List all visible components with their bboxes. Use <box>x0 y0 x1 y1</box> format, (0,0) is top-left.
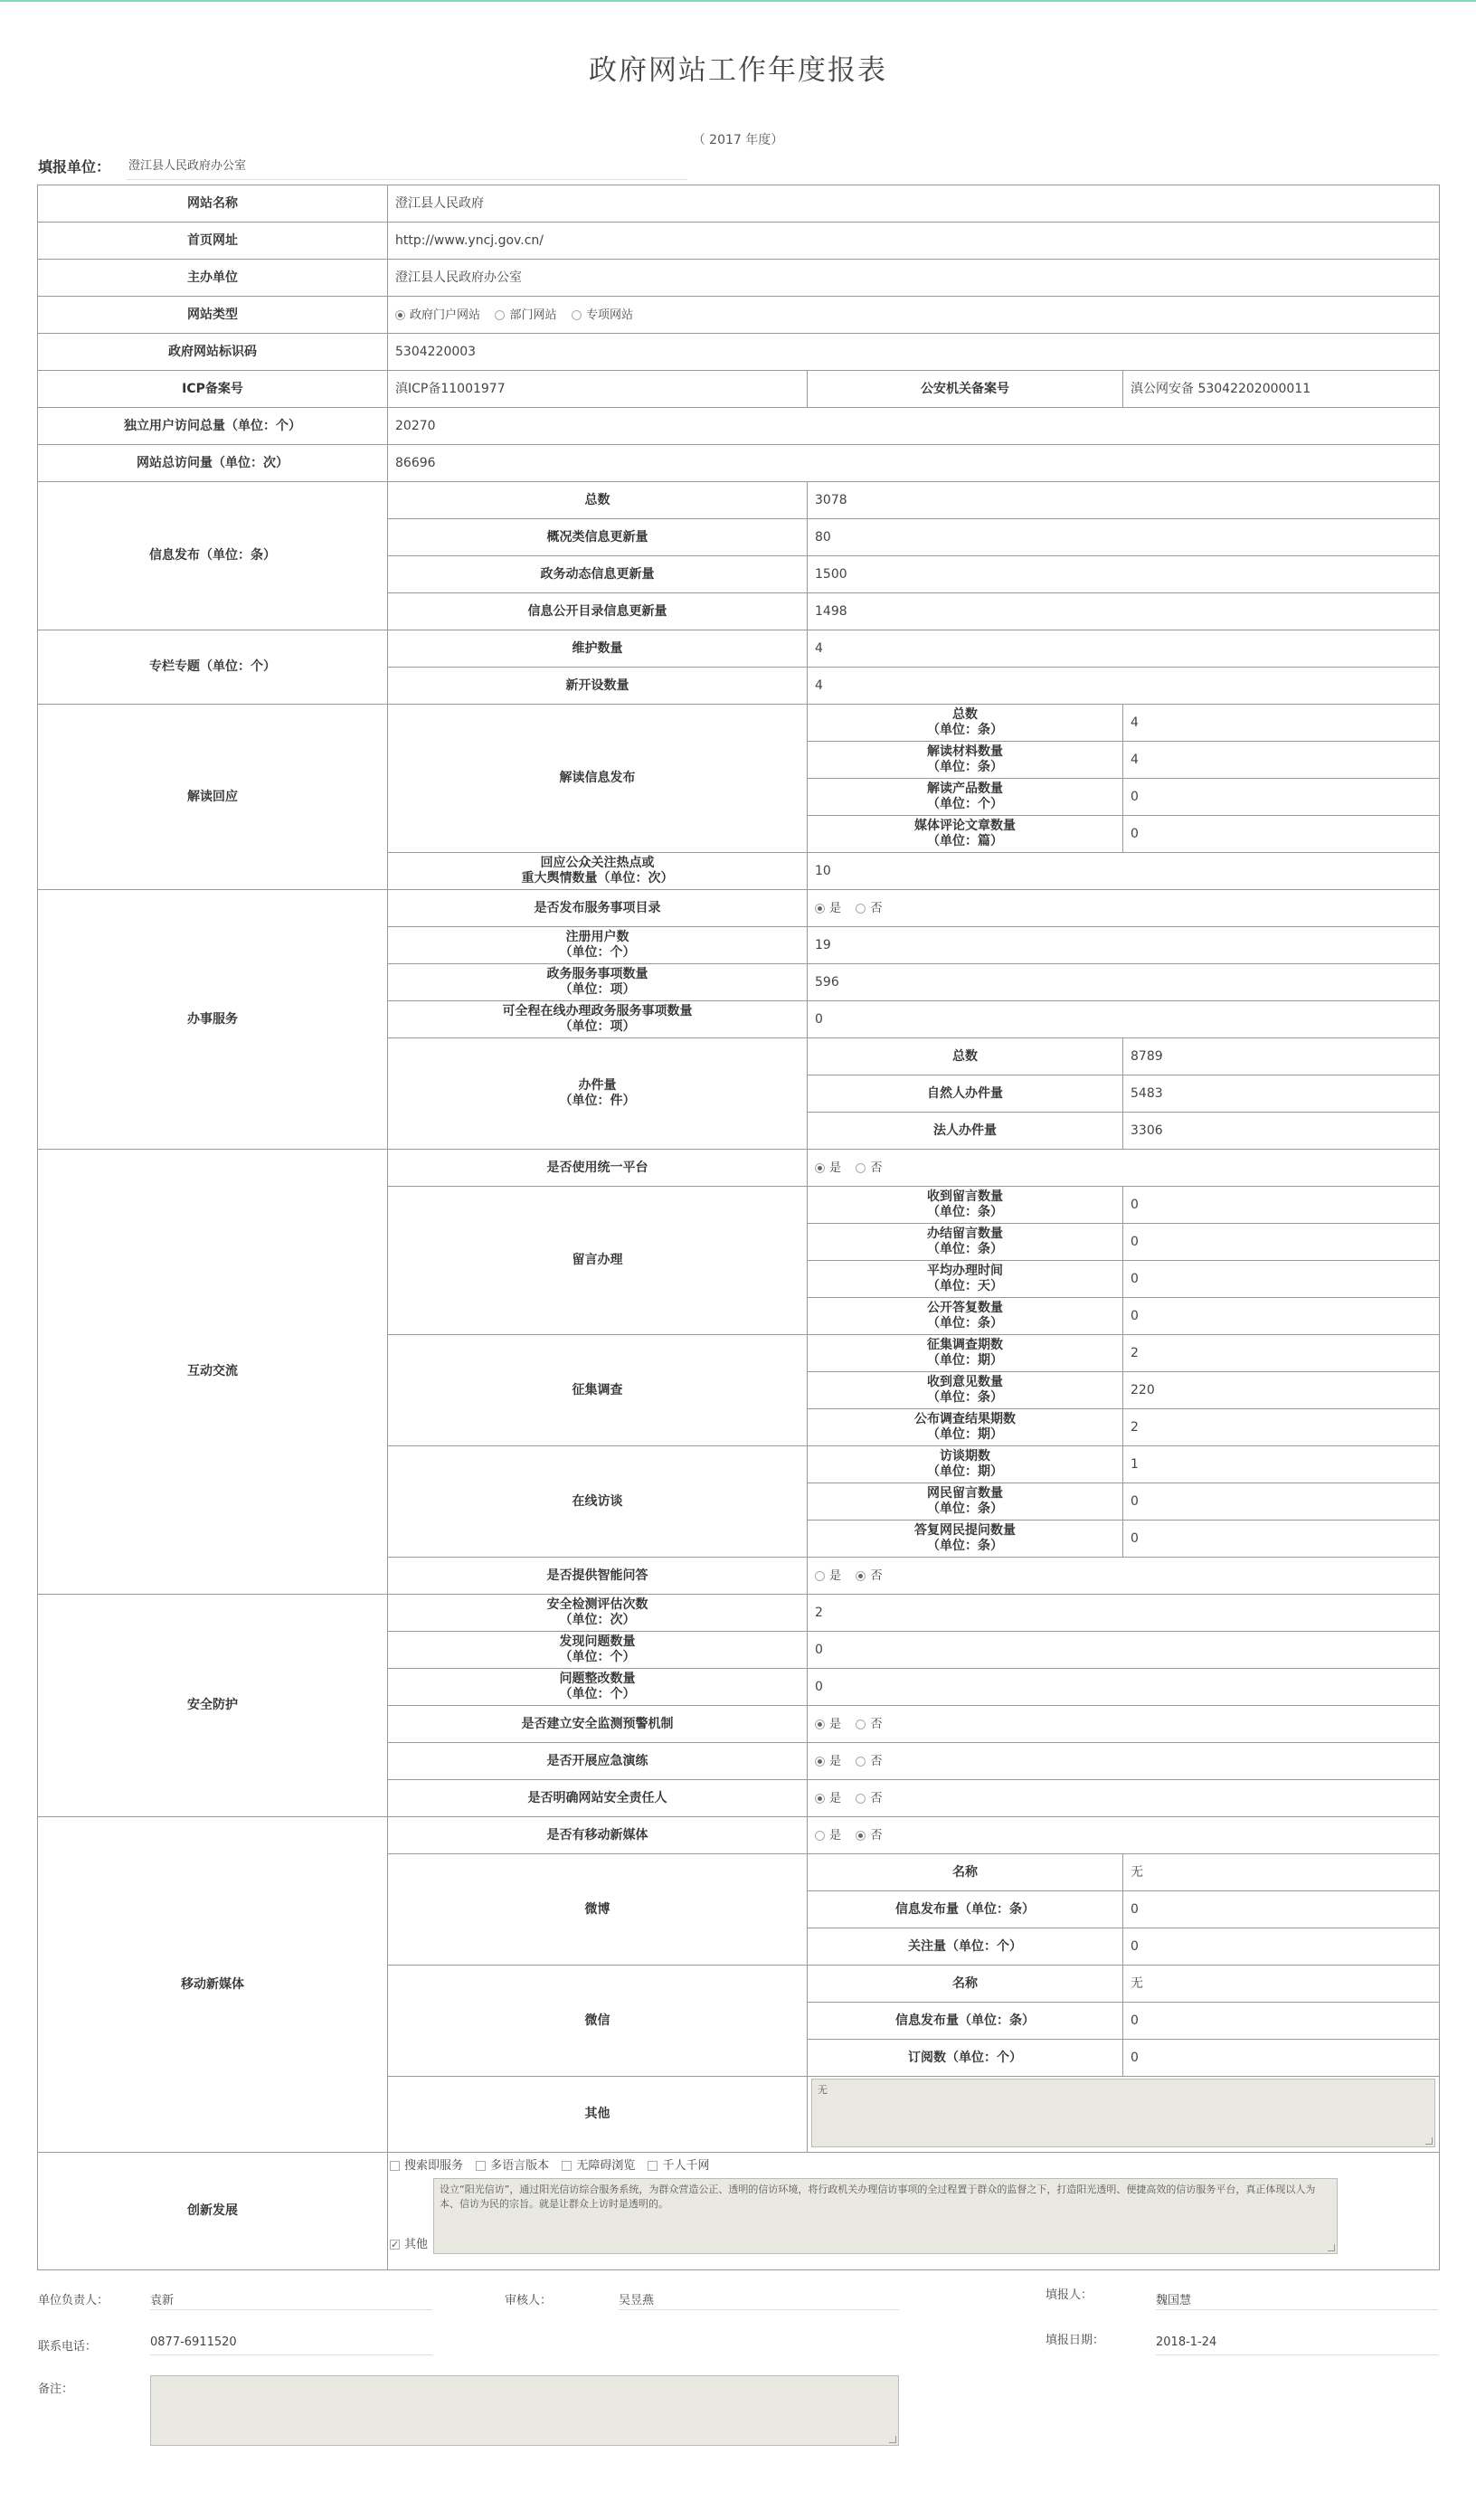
security-drill-yes-radio[interactable] <box>815 1757 825 1767</box>
service-items-label: 政务服务事项数量 （单位：项） <box>388 964 808 1001</box>
service-section-label: 办事服务 <box>38 890 388 1150</box>
security-warn-options: 是 否 <box>808 1706 1440 1743</box>
innovation-section-label: 创新发展 <box>38 2153 388 2270</box>
service-items-value[interactable]: 596 <box>808 964 1440 1001</box>
security-eval-label: 安全检测评估次数 （单位：次） <box>388 1595 808 1632</box>
service-catalog-options: 是 否 <box>808 890 1440 927</box>
info-section-label: 信息发布（单位：条） <box>38 482 388 630</box>
wx-pub-value[interactable]: 0 <box>1123 2003 1440 2040</box>
interact-reply-label: 答复网民提问数量 （单位：条） <box>808 1521 1123 1558</box>
security-drill-no-radio[interactable] <box>856 1757 866 1767</box>
info-open-label: 信息公开目录信息更新量 <box>388 593 808 630</box>
wb-name-value[interactable]: 无 <box>1123 1854 1440 1891</box>
innovation-other-checkbox[interactable] <box>390 2240 400 2250</box>
interpret-media-value[interactable]: 0 <box>1123 816 1440 853</box>
security-resp-options: 是 否 <box>808 1780 1440 1817</box>
interpret-media-label: 媒体评论文章数量 （单位：篇） <box>808 816 1123 853</box>
service-online-label: 可全程在线办理政务服务事项数量 （单位：项） <box>388 1001 808 1038</box>
interpret-respond-label: 回应公众关注热点或 重大舆情数量（单位：次） <box>388 853 808 890</box>
pv-value[interactable]: 86696 <box>388 445 1440 482</box>
info-news-value[interactable]: 1500 <box>808 556 1440 593</box>
column-new-value[interactable]: 4 <box>808 668 1440 705</box>
interact-survey-label: 征集调查 <box>388 1335 808 1446</box>
interact-public-label: 公开答复数量 （单位：条） <box>808 1298 1123 1335</box>
remark-textarea[interactable] <box>150 2375 899 2446</box>
wb-pub-value[interactable]: 0 <box>1123 1891 1440 1928</box>
table-row <box>38 334 1440 371</box>
host-unit-value[interactable]: 澄江县人民政府办公室 <box>388 260 1440 297</box>
service-cases-total-value[interactable]: 8789 <box>1123 1038 1440 1075</box>
table-row <box>38 482 1440 519</box>
interact-talks-value[interactable]: 1 <box>1123 1446 1440 1483</box>
innovation-personal-checkbox[interactable] <box>648 2161 658 2171</box>
info-overview-value[interactable]: 80 <box>808 519 1440 556</box>
remark-label: 备注： <box>38 2383 74 2396</box>
top-accent-line <box>0 0 1476 2</box>
uv-value[interactable]: 20270 <box>388 408 1440 445</box>
interact-platform-yes-radio[interactable] <box>815 1163 825 1173</box>
uv-label: 独立用户访问总量（单位：个） <box>38 408 388 445</box>
mobile-has-label: 是否有移动新媒体 <box>388 1817 808 1854</box>
interact-section-label: 互动交流 <box>38 1150 388 1595</box>
interact-periods-value[interactable]: 2 <box>1123 1335 1440 1372</box>
icp-value[interactable]: 滇ICP备11001977 <box>388 371 808 408</box>
phone-label: 联系电话： <box>38 2340 98 2354</box>
innovation-multilang-checkbox[interactable] <box>476 2161 486 2171</box>
unit-label: 填报单位： <box>38 158 111 175</box>
table-row <box>38 185 1440 223</box>
wx-sub-label: 订阅数（单位：个） <box>808 2040 1123 2077</box>
table-row <box>38 371 1440 408</box>
interact-recv-value[interactable]: 0 <box>1123 1187 1440 1224</box>
interpret-section-label: 解读回应 <box>38 705 388 890</box>
filler-label: 填报人： <box>1046 2288 1093 2302</box>
host-unit-label: 主办单位 <box>38 260 388 297</box>
mobile-other-cell <box>808 2077 1440 2153</box>
police-label: 公安机关备案号 <box>808 371 1123 408</box>
wb-name-label: 名称 <box>808 1854 1123 1891</box>
table-row <box>38 630 1440 668</box>
column-new-label: 新开设数量 <box>388 668 808 705</box>
reviewer-label: 审核人： <box>505 2294 553 2307</box>
interact-netmsg-label: 网民留言数量 （单位：条） <box>808 1483 1123 1521</box>
report-table <box>37 185 1440 2270</box>
security-warn-no-radio[interactable] <box>856 1719 866 1729</box>
table-row <box>38 223 1440 260</box>
interpret-product-label: 解读产品数量 （单位：个） <box>808 779 1123 816</box>
head-field[interactable]: 袁新 <box>150 2287 432 2310</box>
mobile-wechat-label: 微信 <box>388 1966 808 2077</box>
interact-avg-value[interactable]: 0 <box>1123 1261 1440 1298</box>
info-total-value[interactable]: 3078 <box>808 482 1440 519</box>
reviewer-field[interactable]: 吴昱燕 <box>619 2287 899 2310</box>
service-legal-label: 法人办件量 <box>808 1113 1123 1150</box>
mobile-weibo-label: 微博 <box>388 1854 808 1966</box>
security-fixed-value[interactable]: 0 <box>808 1669 1440 1706</box>
interact-smart-yes-radio[interactable] <box>815 1571 825 1581</box>
info-open-value[interactable]: 1498 <box>808 593 1440 630</box>
table-row <box>38 890 1440 927</box>
interpret-material-value[interactable]: 4 <box>1123 742 1440 779</box>
mobile-has-no-radio[interactable] <box>856 1831 866 1841</box>
report-year: （ 2017 年度） <box>692 133 784 147</box>
table-row <box>38 2153 1440 2270</box>
info-total-label: 总数 <box>388 482 808 519</box>
innovation-accessible-checkbox[interactable] <box>562 2161 572 2171</box>
service-cases-total-label: 总数 <box>808 1038 1123 1075</box>
site-type-options: 政府门户网站 部门网站 专项网站 <box>388 297 1440 334</box>
interact-smart-label: 是否提供智能问答 <box>388 1558 808 1595</box>
table-row <box>38 1150 1440 1187</box>
interact-platform-label: 是否使用统一平台 <box>388 1150 808 1187</box>
interact-recv-label: 收到留言数量 （单位：条） <box>808 1187 1123 1224</box>
interpret-total-value[interactable]: 4 <box>1123 705 1440 742</box>
innovation-cell: 搜索即服务 多语言版本 无障碍浏览 千人千网 ✓其他 设立“阳光信访”，通过阳光信访综合服务系统，为群众营造公正、透明的信访环境，将行政机关办理信访事项的全过程置于群众的监督之下，打造阳光透明、便捷高效的信访服务平台，真正体现以人为本、信访为民的宗旨。就是让群众上访时是透明的。 <box>388 2153 1440 2270</box>
interact-opinions-value[interactable]: 220 <box>1123 1372 1440 1409</box>
security-warn-yes-radio[interactable] <box>815 1719 825 1729</box>
phone-field[interactable]: 0877-6911520 <box>150 2332 432 2355</box>
security-warn-label: 是否建立安全监测预警机制 <box>388 1706 808 1743</box>
interpret-pub-label: 解读信息发布 <box>388 705 808 853</box>
wx-name-value[interactable]: 无 <box>1123 1966 1440 2003</box>
wb-pub-label: 信息发布量（单位：条） <box>808 1891 1123 1928</box>
column-maintain-value[interactable]: 4 <box>808 630 1440 668</box>
interact-reply-value[interactable]: 0 <box>1123 1521 1440 1558</box>
security-found-value[interactable]: 0 <box>808 1632 1440 1669</box>
date-label: 填报日期： <box>1046 2334 1105 2347</box>
interact-avg-label: 平均办理时间 （单位：天） <box>808 1261 1123 1298</box>
wx-name-label: 名称 <box>808 1966 1123 2003</box>
service-legal-value[interactable]: 3306 <box>1123 1113 1440 1150</box>
mobile-other-textarea[interactable]: 无 <box>811 2079 1435 2147</box>
interpret-material-label: 解读材料数量 （单位：条） <box>808 742 1123 779</box>
site-type-radio-portal[interactable] <box>395 310 405 320</box>
interact-platform-no-radio[interactable] <box>856 1163 866 1173</box>
site-type-label: 网站类型 <box>38 297 388 334</box>
table-row <box>38 445 1440 482</box>
table-row <box>38 408 1440 445</box>
info-news-label: 政务动态信息更新量 <box>388 556 808 593</box>
mobile-has-options: 是 否 <box>808 1817 1440 1854</box>
service-natural-value[interactable]: 5483 <box>1123 1075 1440 1113</box>
site-id-value[interactable]: 5304220003 <box>388 334 1440 371</box>
interact-smart-options: 是 否 <box>808 1558 1440 1595</box>
table-row <box>38 1817 1440 1854</box>
table-row <box>38 260 1440 297</box>
interpret-product-value[interactable]: 0 <box>1123 779 1440 816</box>
site-type-radio-special[interactable] <box>572 310 582 320</box>
mobile-section-label: 移动新媒体 <box>38 1817 388 2153</box>
site-id-label: 政府网站标识码 <box>38 334 388 371</box>
info-overview-label: 概况类信息更新量 <box>388 519 808 556</box>
security-fixed-label: 问题整改数量 （单位：个） <box>388 1669 808 1706</box>
table-row <box>38 297 1440 334</box>
column-section-label: 专栏专题（单位：个） <box>38 630 388 705</box>
security-section-label: 安全防护 <box>38 1595 388 1817</box>
home-url-label: 首页网址 <box>38 223 388 260</box>
wb-follow-value[interactable]: 0 <box>1123 1928 1440 1966</box>
interact-public-value[interactable]: 0 <box>1123 1298 1440 1335</box>
interact-msg-label: 留言办理 <box>388 1187 808 1335</box>
page-title: 政府网站工作年度报表 <box>589 54 887 87</box>
service-users-label: 注册用户数 （单位：个） <box>388 927 808 964</box>
service-cases-label: 办件量 （单位：件） <box>388 1038 808 1150</box>
wx-sub-value[interactable]: 0 <box>1123 2040 1440 2077</box>
unit-field[interactable]: 澄江县人民政府办公室 <box>127 156 687 180</box>
site-type-radio-dept[interactable] <box>495 310 505 320</box>
security-eval-value[interactable]: 2 <box>808 1595 1440 1632</box>
interact-platform-options: 是 否 <box>808 1150 1440 1187</box>
interpret-respond-value[interactable]: 10 <box>808 853 1440 890</box>
service-catalog-label: 是否发布服务事项目录 <box>388 890 808 927</box>
mobile-has-yes-radio[interactable] <box>815 1831 825 1841</box>
date-field[interactable]: 2018-1-24 <box>1156 2332 1438 2355</box>
interact-results-label: 公布调查结果期数 （单位：期） <box>808 1409 1123 1446</box>
head-label: 单位负责人： <box>38 2294 109 2307</box>
home-url-value[interactable]: http://www.yncj.gov.cn/ <box>388 223 1440 260</box>
service-catalog-no-radio[interactable] <box>856 904 866 914</box>
site-name-value[interactable]: 澄江县人民政府 <box>388 185 1440 223</box>
police-value[interactable]: 滇公网安备 53042202000011 <box>1123 371 1440 408</box>
pv-label: 网站总访问量（单位：次） <box>38 445 388 482</box>
interact-done-value[interactable]: 0 <box>1123 1224 1440 1261</box>
table-row <box>38 705 1440 742</box>
filler-field[interactable]: 魏国慧 <box>1156 2287 1438 2310</box>
table-row <box>38 1595 1440 1632</box>
interact-opinions-label: 收到意见数量 （单位：条） <box>808 1372 1123 1409</box>
interact-done-label: 办结留言数量 （单位：条） <box>808 1224 1123 1261</box>
security-resp-yes-radio[interactable] <box>815 1794 825 1804</box>
interact-talks-label: 访谈期数 （单位：期） <box>808 1446 1123 1483</box>
innovation-textarea[interactable]: 设立“阳光信访”，通过阳光信访综合服务系统，为群众营造公正、透明的信访环境，将行政机关办理信访事项的全过程置于群众的监督之下，打造阳光透明、便捷高效的信访服务平台，真正体现以人为本、信访为民的宗旨。就是让群众上访时是透明的。 <box>433 2178 1338 2254</box>
interact-talk-label: 在线访谈 <box>388 1446 808 1558</box>
security-resp-no-radio[interactable] <box>856 1794 866 1804</box>
service-catalog-yes-radio[interactable] <box>815 904 825 914</box>
security-found-label: 发现问题数量 （单位：个） <box>388 1632 808 1669</box>
site-name-label: 网站名称 <box>38 185 388 223</box>
column-maintain-label: 维护数量 <box>388 630 808 668</box>
service-natural-label: 自然人办件量 <box>808 1075 1123 1113</box>
service-online-value[interactable]: 0 <box>808 1001 1440 1038</box>
icp-label: ICP备案号 <box>38 371 388 408</box>
security-drill-label: 是否开展应急演练 <box>388 1743 808 1780</box>
security-drill-options: 是 否 <box>808 1743 1440 1780</box>
security-resp-label: 是否明确网站安全责任人 <box>388 1780 808 1817</box>
mobile-other-label: 其他 <box>388 2077 808 2153</box>
wx-pub-label: 信息发布量（单位：条） <box>808 2003 1123 2040</box>
interact-results-value[interactable]: 2 <box>1123 1409 1440 1446</box>
wb-follow-label: 关注量（单位：个） <box>808 1928 1123 1966</box>
interact-smart-no-radio[interactable] <box>856 1571 866 1581</box>
service-users-value[interactable]: 19 <box>808 927 1440 964</box>
interpret-total-label: 总数 （单位：条） <box>808 705 1123 742</box>
interact-periods-label: 征集调查期数 （单位：期） <box>808 1335 1123 1372</box>
innovation-search-checkbox[interactable] <box>390 2161 400 2171</box>
interact-netmsg-value[interactable]: 0 <box>1123 1483 1440 1521</box>
